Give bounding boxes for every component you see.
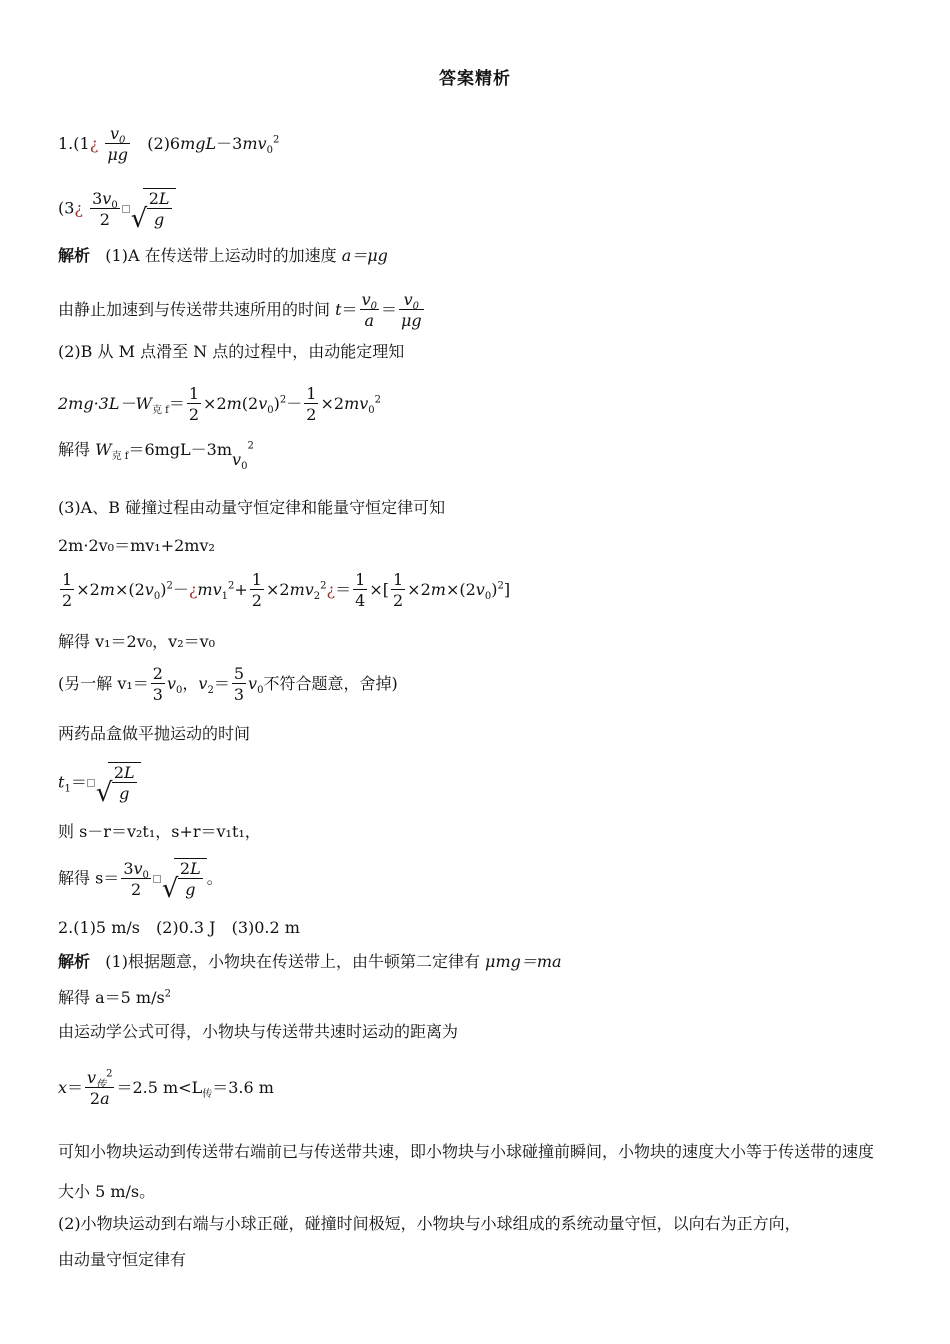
period: 。	[206, 868, 223, 888]
jiexi-label: 解析	[58, 246, 91, 265]
q2-conclusion: 可知小物块运动到传送带右端前已与传送带共速，即小物块与小球碰撞前瞬间，小物块的速度大小等于传送带的速度大小 5 m/s。	[58, 1142, 875, 1201]
q1-part1-eq: a＝μg	[341, 246, 388, 265]
wf-subscript: 克 f	[111, 451, 129, 463]
page-title: 答案精析	[439, 69, 511, 89]
garbled-char: ¿	[89, 134, 99, 153]
q2-x-equation: x＝ $\frac{v_传^2}{2a}$ ＝2.5 $m<L_传=3.6$ m	[58, 1068, 274, 1108]
fraction-v0-over-mug: $\frac{v_0}{\mu g}$	[107, 124, 128, 164]
x-tail: ＝3.6 m	[212, 1078, 274, 1097]
chuan-subscript: 传	[202, 1089, 213, 1101]
fraction-3v0-over-2: $\frac{3v_0}{2}$	[92, 188, 118, 229]
chuan-subscript: 传	[96, 1079, 107, 1091]
q1-answer-2-tail: －3	[216, 134, 243, 153]
solve-w-rhs: ＝6mgL－3m	[128, 440, 233, 459]
q1-answer-line-3	[58, 188, 176, 230]
garbled-char: ¿	[188, 580, 198, 599]
solve-s-text: 解得 s＝	[58, 868, 120, 888]
q1-energy-conservation: $\frac{1}{2}$ $\times 2m\times(2v_0)^2-¿mv_1^2+$ $\frac{1}{2}$ $\times 2mv_2^2¿=$ $\frac{1}{4}$ ×[ $\frac{1}{2}$ $\times 2m\times(2v_0)^2$]	[62, 570, 511, 610]
x-rhs: ＝2.5 m<L	[116, 1078, 203, 1097]
q2-kinematics: 由运动学公式可得，小物块与传送带共速时运动的距离为	[58, 1022, 459, 1041]
q1-answer-3-prefix: (3	[58, 198, 75, 218]
garbled-char: ¿	[326, 580, 336, 599]
q2-analysis-part1	[58, 952, 562, 972]
solve-w: W	[95, 440, 112, 459]
solve-label: 解得	[58, 440, 91, 459]
q1-momentum-eq: 2m·2v₀＝mv₁+2mv₂	[58, 536, 215, 555]
q2-solve-a: 解得 a＝5 $m/s^2$	[58, 988, 172, 1007]
q2-part1-text: (1)根据题意，小物块在传送带上，由牛顿第二定律有	[105, 952, 480, 971]
q1-analysis-part1	[58, 246, 388, 266]
q1-answer-2-expr: mgL	[180, 134, 217, 153]
solve-a-text: 解得 a＝5 m/s	[58, 988, 165, 1007]
q1-answer-1-prefix: 1.(1	[58, 134, 90, 153]
energy-lhs: 2mg·3L－W	[58, 394, 152, 413]
q1-s-relation: 则 s－r＝v₂t₁，s+r＝v₁t₁，	[58, 822, 261, 841]
garbled-char: ¿	[74, 198, 83, 218]
q2-part2-text: (2)小物块运动到右端与小球正碰，碰撞时间极短，小物块与小球组成的系统动量守恒，以向右为正方向，	[58, 1214, 801, 1233]
q1-time-text: 由静止加速到与传送带共速所用的时间	[58, 300, 331, 319]
sqrt-2L-over-g: √ $\frac{2L}{g}$	[131, 188, 176, 230]
wf-subscript: 克 f	[151, 405, 169, 417]
other-solution-tail: 不符合题意，舍掉)	[263, 674, 398, 693]
q2-part2-tail: 由动量守恒定律有	[58, 1250, 187, 1269]
q1-energy-equation: $2mg\cdot 3L-W_{克 f}=$ $\frac{1}{2}$ $\times 2m(2v_0)^2-$ $\frac{1}{2}$ $\times 2mv_0^2$	[58, 384, 382, 424]
q1-flat-throw: 两药品盒做平抛运动的时间	[58, 724, 251, 743]
q1-t1-eq: $t_1=$ √ $\frac{2L}{g}$	[58, 762, 141, 804]
q1-part1-text: (1)A 在传送带上运动时的加速度	[105, 246, 337, 265]
jiexi-label: 解析	[58, 952, 91, 971]
q1-answer-line-1: 1.(1¿ $\frac{v_0}{\mu g}$ $(2)6mgL-3mv_0^2$	[58, 124, 280, 164]
q1-solve-s: 解得 s＝ $\frac{3v_0}{2}$ √ $\frac{2L}{g}$ 。	[58, 858, 223, 900]
q1-part3-intro: (3)A、B 碰撞过程由动量守恒定律和能量守恒定律可知	[58, 498, 446, 517]
q1-solve-w: 解得 $W_{克 f}=6mgL-3mv_0^2$	[58, 440, 254, 473]
q2-answers: 2.(1)5 m/s (2)0.3 J (3)0.2 m	[58, 918, 300, 937]
other-solution-pre: (另一解 v₁＝	[58, 674, 149, 693]
q1-time-line: 由静止加速到与传送带共速所用的时间 t＝ $\frac{v_0}{a}$ ＝ $\frac{v_0}{\mu g}$	[58, 290, 422, 330]
q2-part1-eq: μmg＝ma	[485, 952, 562, 971]
q1-solution-v: 解得 v₁＝2v₀，v₂＝v₀	[58, 632, 216, 651]
q1-answer-2-prefix: (2)6	[147, 134, 181, 153]
q1-other-solution: (另一解 v₁＝ $\frac{2}{3}$ $v_0$，$v_2=$ $\frac{5}{3}$ $v_0$不符合题意，舍掉)	[58, 664, 398, 704]
q1-part2-intro: (2)B 从 M 点滑至 N 点的过程中，由动能定理知	[58, 342, 405, 361]
